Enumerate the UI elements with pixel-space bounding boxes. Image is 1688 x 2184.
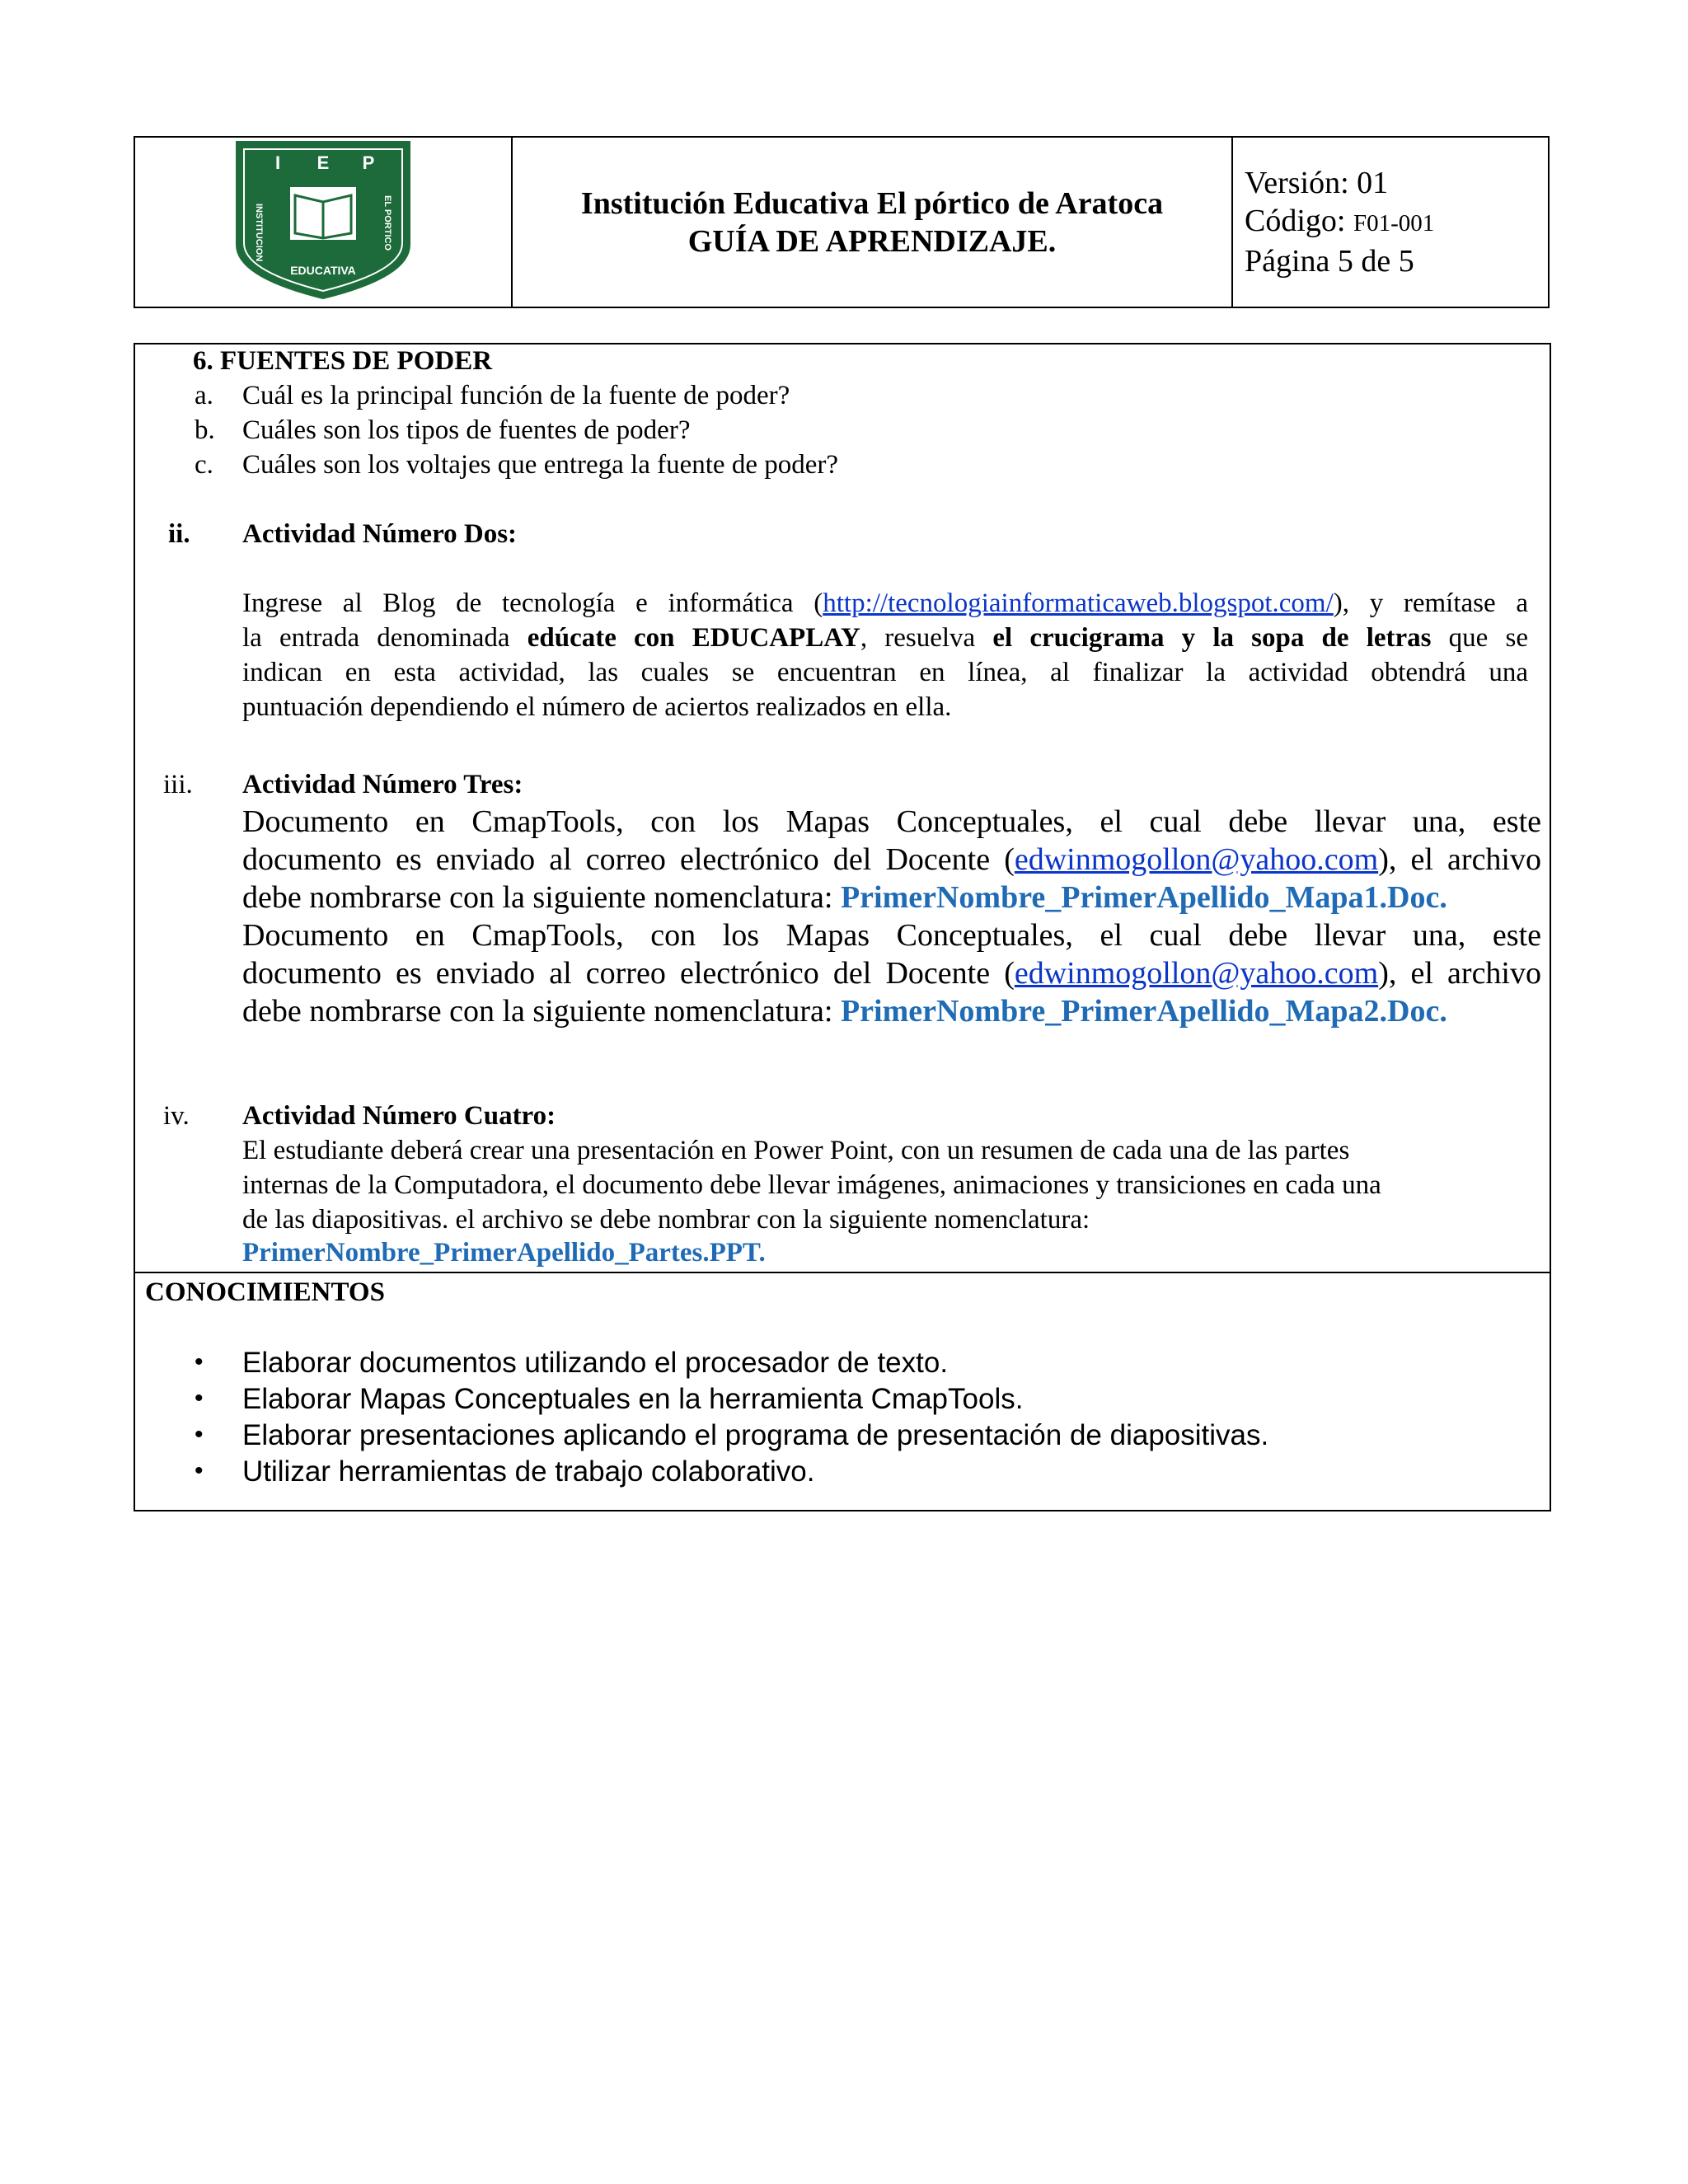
activity3-line3: debe nombrarse con la siguiente nomenclatura: PrimerNombre_PrimerApellido_Mapa1.Doc. [242, 880, 1447, 915]
activity3-line1: Documento en CmapTools, con los Mapas Conceptuales, el cual debe llevar una, este [242, 804, 1541, 839]
filename-mapa2: PrimerNombre_PrimerApellido_Mapa2.Doc. [840, 994, 1447, 1029]
filename-mapa1: PrimerNombre_PrimerApellido_Mapa1.Doc. [840, 880, 1447, 915]
knowledge-item: Utilizar herramientas de trabajo colaborativo. [242, 1455, 815, 1488]
activity2-line4: puntuación dependiendo el número de aciertos realizados en ella. [242, 692, 952, 722]
activity4-marker: iv. [163, 1101, 190, 1131]
email-link-1[interactable]: edwinmogollon@yahoo.com [1014, 842, 1379, 877]
activity4-line2: internas de la Computadora, el documento debe llevar imágenes, animaciones y transiciones en cada una [242, 1170, 1381, 1200]
code-value: F01-001 [1353, 210, 1435, 237]
document-header [134, 136, 1550, 308]
activity3-line4: Documento en CmapTools, con los Mapas Conceptuales, el cual debe llevar una, este [242, 918, 1541, 953]
activity4-line3: de las diapositivas. el archivo se debe nombrar con la siguiente nomenclatura: [242, 1205, 1090, 1235]
activity4-title: Actividad Número Cuatro: [242, 1101, 556, 1131]
activity2-marker: ii. [168, 519, 190, 549]
item-marker-a: a. [195, 381, 213, 410]
activity3-title: Actividad Número Tres: [242, 770, 523, 799]
activity4-line1: El estudiante deberá crear una presentación en Power Point, con un resumen de cada una de las partes [242, 1136, 1350, 1165]
activity2-line1: Ingrese al Blog de tecnología e informática (http://tecnologiainformaticaweb.blogspot.com/), y remítase a [242, 588, 1528, 618]
page-number: Página 5 de 5 [1245, 244, 1414, 279]
activity3-line2: documento es enviado al correo electrónico del Docente (edwinmogollon@yahoo.com), el archivo [242, 842, 1541, 877]
activity2-line3: indican en esta actividad, las cuales se encuentran en línea, al finalizar la actividad obtendrá una [242, 658, 1528, 687]
item-text-a: Cuál es la principal función de la fuente de poder? [242, 381, 790, 410]
activity2-line2: la entrada denominada edúcate con EDUCAPLAY, resuelva el crucigrama y la sopa de letras que se [242, 623, 1528, 653]
svg-text:P: P [362, 152, 375, 173]
svg-text:INSTITUCION: INSTITUCION [254, 204, 264, 262]
code-label: Código: F01-001 [1245, 204, 1435, 238]
svg-text:I: I [274, 152, 281, 173]
email-link-2[interactable]: edwinmogollon@yahoo.com [1014, 956, 1379, 991]
svg-text:E: E [316, 152, 330, 173]
institution-name: Institución Educativa El pórtico de Aratoca [580, 185, 1164, 221]
svg-text:EDUCATIVA: EDUCATIVA [290, 264, 356, 277]
version-label: Versión: 01 [1245, 166, 1389, 200]
activity3-marker: iii. [163, 770, 193, 799]
section6-title: 6. FUENTES DE PODER [193, 346, 493, 376]
logo-cell [134, 137, 512, 307]
activity3-line6: debe nombrarse con la siguiente nomenclatura: PrimerNombre_PrimerApellido_Mapa2.Doc. [242, 994, 1447, 1029]
header-title-cell [512, 137, 1232, 307]
guide-title: GUÍA DE APRENDIZAJE. [687, 223, 1057, 259]
knowledge-item: Elaborar Mapas Conceptuales en la herramienta CmapTools. [242, 1383, 1024, 1415]
knowledge-item: Elaborar documentos utilizando el procesador de texto. [242, 1347, 949, 1379]
item-text-b: Cuáles son los tipos de fuentes de poder? [242, 415, 691, 445]
item-marker-c: c. [195, 450, 213, 480]
knowledge-item: Elaborar presentaciones aplicando el programa de presentación de diapositivas. [242, 1419, 1269, 1451]
activity3-line5: documento es enviado al correo electrónico del Docente (edwinmogollon@yahoo.com), el archivo [242, 956, 1541, 991]
item-text-c: Cuáles son los voltajes que entrega la fuente de poder? [242, 450, 839, 480]
knowledge-title: CONOCIMIENTOS [145, 1277, 385, 1307]
svg-text:EL PORTICO: EL PORTICO [382, 195, 392, 251]
content-box [134, 343, 1551, 1511]
header-meta-cell [1232, 137, 1549, 307]
activity2-title: Actividad Número Dos: [242, 519, 518, 549]
bullet: • [195, 1385, 204, 1412]
bullet: • [195, 1457, 204, 1484]
school-crest-logo [232, 138, 414, 302]
section-divider [135, 1272, 1550, 1273]
bullet: • [195, 1348, 204, 1376]
bullet: • [195, 1421, 204, 1448]
filename-partes: PrimerNombre_PrimerApellido_Partes.PPT. [242, 1238, 766, 1268]
blog-link[interactable]: http://tecnologiainformaticaweb.blogspot.com/ [823, 588, 1334, 618]
item-marker-b: b. [195, 415, 215, 445]
